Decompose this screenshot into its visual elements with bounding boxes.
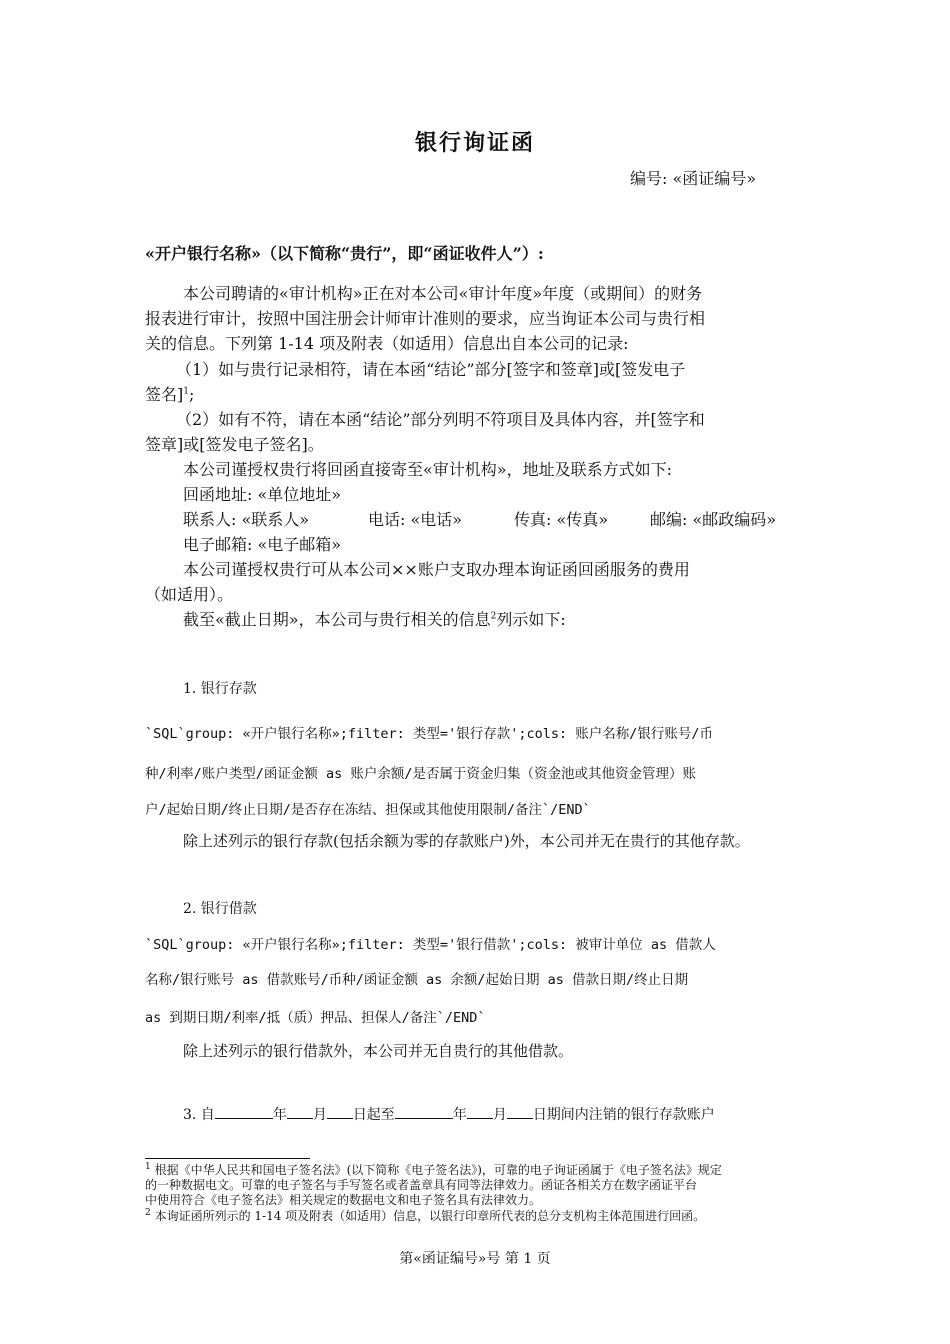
blank-start-year (215, 1104, 273, 1119)
footnote-2-mark: 2 (145, 1208, 151, 1218)
footnote-1-line-2: 的一种数据电文。可靠的电子签名与手写签名或者盖章具有同等法律效力。函证各相关方在数字函证平台 (145, 1178, 698, 1192)
blank-start-day (327, 1104, 353, 1119)
section3-year-2: 年 (452, 1107, 467, 1123)
section3-tail: 日期间内注销的银行存款账户 (532, 1107, 715, 1123)
email: 电子邮箱: «电子邮箱» (183, 535, 342, 554)
item1-line-2 (145, 382, 194, 405)
contact-fax: 传真: «传真» (514, 510, 609, 529)
section1-heading: 1. 银行存款 (183, 681, 257, 697)
section1-sql-line-1: `SQL`group: «开户银行名称»;filter: 类型='银行存款';cols: 账户名称/银行账号/币 (145, 726, 713, 742)
section2-sql-line-2: 名称/银行账号 as 借款账号/币种/函证金额 as 余额/起始日期 as 借款日期/终止日期 (145, 972, 689, 988)
blank-start-month (287, 1104, 313, 1119)
section2-heading: 2. 银行借款 (183, 901, 257, 917)
intro-line-2: 报表进行审计，按照中国注册会计师审计准则的要求，应当询证本公司与贵行相 (145, 309, 706, 328)
footnote-1-line-1 (145, 1163, 722, 1178)
intro-line-1: 本公司聘请的«审计机构»正在对本公司«审计年度»年度（或期间）的财务 (183, 284, 703, 303)
item2-line-1: （2）如有不符，请在本函“结论”部分列明不符项目及具体内容，并[签字和 (176, 410, 705, 429)
fee-line-1: 本公司谨授权贵行可从本公司××账户支取办理本询证函回函服务的费用 (183, 560, 690, 579)
footnote-1-mark: 1 (145, 1162, 151, 1172)
section1-sql-line-3: 户/起始日期/终止日期/是否存在冻结、担保或其他使用限制/备注`/END` (145, 802, 591, 818)
authorize-line: 本公司谨授权贵行将回函直接寄至«审计机构»，地址及联系方式如下: (183, 460, 672, 479)
item2-line-2: 签章]或[签发电子签名]。 (145, 435, 324, 454)
cutoff-text: 截至«截止日期»，本公司与贵行相关的信息 (183, 610, 491, 629)
section1-note: 除上述列示的银行存款(包括余额为零的存款账户)外，本公司并无在贵行的其他存款。 (183, 832, 750, 850)
section3-prefix: 3. 自 (183, 1107, 215, 1123)
footnote-separator (145, 1158, 310, 1159)
contact-phone: 电话: «电话» (368, 510, 463, 529)
footnote-2-line-1 (145, 1209, 705, 1224)
footnote-1-line-3: 中使用符合《电子签名法》相关规定的数据电文和电子签名具有法律效力。 (145, 1193, 542, 1207)
page-footer: 第«函证编号»号 第 1 页 (399, 1251, 551, 1267)
section3-year-1: 年 (272, 1107, 287, 1123)
blank-end-year (395, 1104, 453, 1119)
contact-postcode: 邮编: «邮政编码» (650, 510, 777, 529)
blank-end-month (467, 1104, 493, 1119)
section3-month-2: 月 (492, 1107, 507, 1123)
section3-month-1: 月 (312, 1107, 327, 1123)
page-title: 银行询证函 (414, 130, 535, 156)
intro-line-3: 关的信息。下列第 1-14 项及附表（如适用）信息出自本公司的记录: (145, 334, 629, 353)
footnote-1-text-1: 根据《中华人民共和国电子签名法》(以下简称《电子签名法》)，可靠的电子询证函属于《电子签名法》规定 (154, 1163, 722, 1177)
fee-line-2: （如适用）。 (145, 585, 234, 604)
item1-line-2-tail: ; (188, 385, 195, 404)
section2-sql-line-3: as 到期日期/利率/抵（质）押品、担保人/备注`/END` (145, 1010, 486, 1026)
item1-line-1: （1）如与贵行记录相符，请在本函“结论”部分[签字和签章]或[签发电子 (176, 360, 686, 379)
section3-day-1: 日起至 (352, 1107, 395, 1123)
footnote-ref-1: 1 (183, 386, 189, 397)
contact-person: 联系人: «联系人» (183, 510, 310, 529)
item1-line-2-text: 签名] (145, 385, 184, 404)
section1-sql-line-2: 种/利率/账户类型/函证金额 as 账户余额/是否属于资金归集（资金池或其他资金管理）账 (145, 766, 697, 782)
reply-address: 回函地址: «单位地址» (183, 485, 342, 504)
footnote-ref-2: 2 (490, 611, 497, 622)
cutoff-tail: 列示如下: (496, 610, 566, 629)
letter-number: 编号: «函证编号» (630, 169, 757, 188)
section2-sql-line-1: `SQL`group: «开户银行名称»;filter: 类型='银行借款';cols: 被审计单位 as 借款人 (145, 937, 716, 953)
blank-end-day (507, 1104, 533, 1119)
cutoff-line (183, 607, 566, 630)
salutation: «开户银行名称»（以下简称“贵行”，即“函证收件人”）: (145, 244, 544, 263)
section2-note: 除上述列示的银行借款外，本公司并无自贵行的其他借款。 (183, 1042, 574, 1060)
footnote-2-text-1: 本询证函所列示的 1-14 项及附表（如适用）信息，以银行印章所代表的总分支机构主体范围进行回函。 (154, 1209, 706, 1223)
section3-line (183, 1104, 715, 1124)
